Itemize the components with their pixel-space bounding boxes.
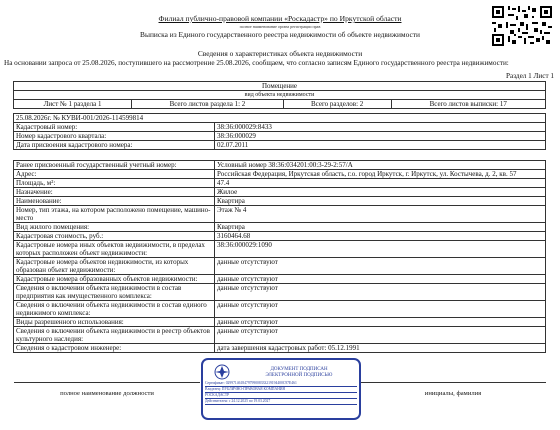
extract-total-cell: Всего листов выписки: 17 bbox=[391, 100, 546, 109]
e-signature-stamp bbox=[201, 358, 361, 420]
row-label: Кадастровые номера образованных объектов недвижимости: bbox=[14, 275, 215, 284]
row-value: данные отсутствуют bbox=[215, 301, 546, 318]
table-row bbox=[14, 318, 546, 327]
row-label: Ранее присвоенный государственный учетный номер: bbox=[14, 161, 215, 170]
row-label: Сведения о кадастровом инженере: bbox=[14, 344, 215, 353]
row-value: Условный номер 38:36:034201:00:3-29-2:57/А bbox=[215, 161, 546, 170]
table-row bbox=[14, 275, 546, 284]
sections-total-cell: Всего разделов: 2 bbox=[283, 100, 391, 109]
table-row bbox=[14, 179, 546, 188]
row-label: Сведения о включении объекта недвижимости в состав предприятия как имущественного комплекса: bbox=[14, 284, 215, 301]
row-label: Сведения о включении объекта недвижимости в состав единого недвижимого комплекса: bbox=[14, 301, 215, 318]
row-label: Вид жилого помещения: bbox=[14, 223, 215, 232]
object-kind-cell: вид объекта недвижимости bbox=[14, 91, 546, 100]
table-row bbox=[14, 301, 546, 318]
meta-label: Дата присвоения кадастрового номера: bbox=[14, 141, 215, 150]
meta-label: Кадастровый номер: bbox=[14, 123, 215, 132]
stamp-title-2: ЭЛЕКТРОННОЙ ПОДПИСЬЮ bbox=[265, 373, 333, 378]
table-row bbox=[14, 206, 546, 223]
row-label: Адрес: bbox=[14, 170, 215, 179]
row-value: данные отсутствуют bbox=[215, 275, 546, 284]
row-value: данные отсутствуют bbox=[215, 284, 546, 301]
stamp-validity: Действителен: с 24.12.2025 по 19.03.2027 bbox=[205, 399, 357, 405]
meta-value: 38:36:000029:8433 bbox=[215, 123, 546, 132]
position-line bbox=[14, 382, 200, 383]
position-label: полное наименование должности bbox=[60, 390, 154, 397]
object-header-table bbox=[13, 81, 546, 109]
sheet-number-cell: Лист № 1 раздела 1 bbox=[14, 100, 132, 109]
emblem-icon bbox=[207, 363, 237, 381]
extract-title: Выписка из Единого государственного реестра недвижимости об объекте недвижимости bbox=[140, 30, 420, 39]
row-label: Наименование: bbox=[14, 197, 215, 206]
characteristics-table bbox=[13, 160, 546, 353]
table-row bbox=[14, 223, 546, 232]
premises-cell: Помещение bbox=[14, 82, 546, 91]
row-value: Жилое bbox=[215, 188, 546, 197]
meta-value: 38:36:000029 bbox=[215, 132, 546, 141]
table-row bbox=[14, 170, 546, 179]
meta-label: Номер кадастрового квартала: bbox=[14, 132, 215, 141]
row-value: Этаж № 4 bbox=[215, 206, 546, 223]
row-label: Кадастровые номера объектов недвижимости, из которых образован объект недвижимости: bbox=[14, 258, 215, 275]
row-value: Российская Федерация, Иркутская область, г.о. город Иркутск, г. Иркутск, ул. Костычева, д. 2, кв. 57 bbox=[215, 170, 546, 179]
row-value: дата завершения кадастровых работ: 05.12.1991 bbox=[215, 344, 546, 353]
table-row bbox=[14, 344, 546, 353]
table-row bbox=[14, 327, 546, 344]
stamp-title-1: ДОКУМЕНТ ПОДПИСАН bbox=[270, 367, 328, 372]
stamp-certificate: Сертификат: 0299714618479799008333219194400C97E461 bbox=[205, 381, 357, 387]
doc-number-cell: 25.08.2026г. № КУВИ-001/2026-114599814 bbox=[14, 114, 546, 123]
table-row bbox=[14, 197, 546, 206]
registrar-caption: полное наименование органа регистрации прав bbox=[239, 24, 321, 29]
branch-title: Филиал публично-правовой компании «Роскадастр» по Иркутской области bbox=[158, 14, 402, 23]
table-row bbox=[14, 241, 546, 258]
row-value: Квартира bbox=[215, 197, 546, 206]
row-label: Кадастровая стоимость, руб.: bbox=[14, 232, 215, 241]
row-value: данные отсутствуют bbox=[215, 258, 546, 275]
row-label: Кадастровые номера иных объектов недвижимости, в пределах которых расположен объект недвижимости: bbox=[14, 241, 215, 258]
row-value: данные отсутствуют bbox=[215, 318, 546, 327]
name-label: инициалы, фамилия bbox=[424, 390, 482, 397]
row-value: Квартира bbox=[215, 223, 546, 232]
stamp-owner-name: РОСКАДАСТР bbox=[205, 393, 357, 399]
table-row bbox=[14, 284, 546, 301]
stamp-owner: Владелец: ПУБЛИЧНО-ПРАВОВАЯ КОМПАНИЯ bbox=[205, 387, 357, 393]
row-label: Номер, тип этажа, на котором расположено помещение, машино-место bbox=[14, 206, 215, 223]
row-value: данные отсутствуют bbox=[215, 327, 546, 344]
table-row bbox=[14, 161, 546, 170]
table-row bbox=[14, 188, 546, 197]
row-value: 38:36:000029:1090 bbox=[215, 241, 546, 258]
section-label: Раздел 1 Лист 1 bbox=[506, 72, 554, 80]
table-row bbox=[14, 232, 546, 241]
info-title: Сведения о характеристиках объекта недвижимости bbox=[197, 49, 363, 58]
table-row bbox=[14, 258, 546, 275]
meta-table bbox=[13, 113, 546, 150]
row-label: Назначение: bbox=[14, 188, 215, 197]
row-label: Площадь, м²: bbox=[14, 179, 215, 188]
row-label: Виды разрешенного использования: bbox=[14, 318, 215, 327]
row-value: 47.4 bbox=[215, 179, 546, 188]
sheets-total-cell: Всего листов раздела 1: 2 bbox=[132, 100, 284, 109]
meta-value: 02.07.2011 bbox=[215, 141, 546, 150]
row-label: Сведения о включении объекта недвижимости в реестр объектов культурного наследия: bbox=[14, 327, 215, 344]
row-value: 3160464.68 bbox=[215, 232, 546, 241]
name-line bbox=[360, 382, 546, 383]
qr-code-icon bbox=[492, 6, 552, 46]
basis-text: На основании запроса от 25.08.2026, поступившего на рассмотрение 25.08.2026, сообщаем, что согласно записям Единого государственного реестра недвижимости: bbox=[4, 59, 509, 67]
